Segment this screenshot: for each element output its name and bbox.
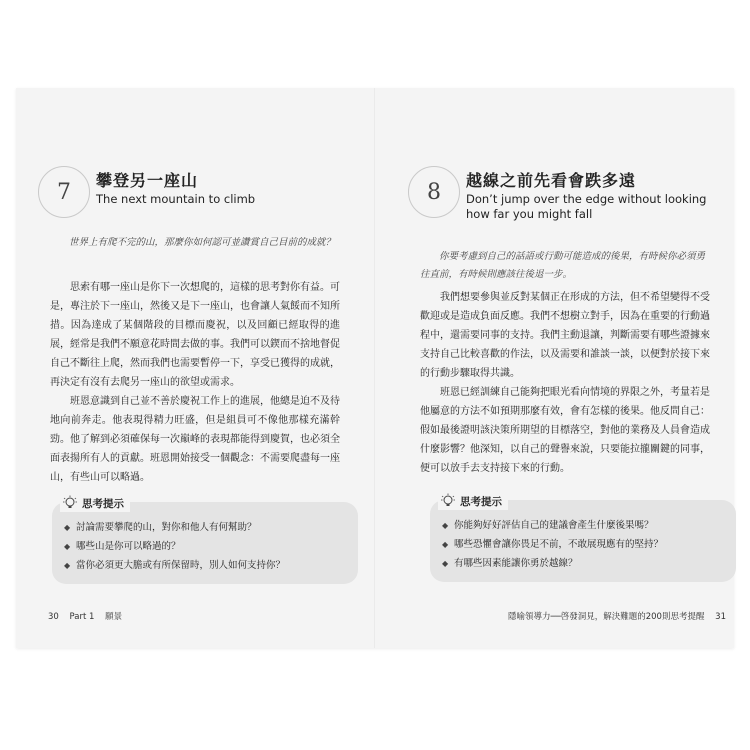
page-gutter bbox=[374, 88, 376, 648]
left-page bbox=[30, 88, 370, 648]
lightbulb-icon bbox=[440, 493, 456, 509]
paragraph: 我們想要參與並反對某個正在形成的方法，但不希望變得不受歡迎或是造成負面反應。我們不想樹立對手，因為在重要的行動過程中，還需要同事的支持。我們主動退讓，判斷需要有哪些證據來支持自己比較喜歡的作法，以及需要和誰談一談，以便對於接下來的行動步驟取得共識。 bbox=[420, 292, 710, 379]
thinking-tips-box bbox=[52, 497, 358, 584]
chapter-header bbox=[400, 166, 740, 226]
diamond-bullet-icon: ◆ bbox=[64, 523, 71, 532]
chapter-title: 攀登另一座山 bbox=[96, 171, 199, 190]
tips-header bbox=[438, 492, 508, 510]
lead-question: 你要考慮到自己的話語或行動可能造成的後果，有時候你必須勇往直前，有時候則應該往後退一步。 bbox=[420, 251, 706, 280]
lead-question: 世界上有爬不完的山，那麼你如何認可並讚賞自己目前的成就？ bbox=[69, 237, 336, 248]
page-number: 30 bbox=[48, 612, 59, 622]
paragraph: 思索有哪一座山是你下一次想爬的，這樣的思考對你有益。可是，專注於下一座山，然後又是下一座山，也會讓人氣餒而不知所措。因為達成了某個階段的目標而慶祝，以及回顧已經取得的進展，經常是我們不願意花時間去做的事。我們可以鍥而不捨地督促自己不斷往上爬，然而我們也需要暫停一下，享受已獲得的成就，再決定有沒有去爬另一座山的欲望或需求。 bbox=[50, 282, 340, 388]
chapter-subtitle: The next mountain to climb bbox=[96, 192, 256, 206]
thinking-tips-box bbox=[430, 495, 736, 582]
tip-item: ◆ 你能夠好好評估自己的建議會產生什麼後果嗎？ bbox=[442, 516, 663, 535]
tips-title: 思考提示 bbox=[460, 495, 502, 508]
tip-item: ◆ 有哪些因素能讓你勇於越線？ bbox=[442, 554, 663, 573]
tips-header bbox=[60, 494, 130, 512]
book-title-running-head: 隱喻領導力──啓發洞見，解決難題的200則思考提醒 bbox=[508, 612, 705, 622]
diamond-bullet-icon: ◆ bbox=[442, 559, 449, 568]
chapter-header bbox=[30, 166, 370, 226]
chapter-subtitle: Don’t jump over the edge without looking how far you might fall bbox=[466, 192, 707, 221]
tip-item: ◆ 當你必須更大膽或有所保留時，別人如何支持你？ bbox=[64, 556, 285, 575]
right-page bbox=[400, 88, 740, 648]
paragraph: 班恩已經訓練自己能夠把眼光看向情境的界限之外，考量若是他屬意的方法不如預期那麼有效，會有怎樣的後果。他反問自己：假如最後證明該決策所期望的目標落空，對他的業務及人員會造成什麼影響？他深知，以自己的聲譽來說，只要能拉攏關鍵的同事，便可以放手去支持接下來的行動。 bbox=[420, 387, 710, 474]
page-number: 31 bbox=[715, 612, 726, 622]
page-footer bbox=[508, 610, 734, 622]
tips-list bbox=[64, 518, 285, 575]
chapter-title: 越線之前先看會跌多遠 bbox=[466, 171, 637, 190]
paragraph: 班恩意識到自己並不善於慶祝工作上的進展，他總是迫不及待地向前奔走。他表現得精力旺盛，但是組員可不像他那樣充滿幹勁。他了解到必須確保每一次巔峰的表現都能得到慶賀，也必須全面表揚所有人的貢獻。班恩開始接受一個觀念：不需要爬盡每一座山，有些山可以略過。 bbox=[50, 396, 340, 483]
chapter-number-badge: 7 bbox=[38, 166, 90, 218]
body-text bbox=[50, 278, 340, 487]
diamond-bullet-icon: ◆ bbox=[64, 542, 71, 551]
body-text bbox=[420, 288, 710, 478]
diamond-bullet-icon: ◆ bbox=[64, 561, 71, 570]
lightbulb-icon bbox=[62, 495, 78, 511]
tip-item: ◆ 哪些山是你可以略過的？ bbox=[64, 537, 285, 556]
diamond-bullet-icon: ◆ bbox=[442, 521, 449, 530]
section-label: 願景 bbox=[105, 612, 123, 622]
tips-title: 思考提示 bbox=[82, 497, 124, 510]
tip-item: ◆ 哪些恐懼會讓你畏足不前，不敢展現應有的堅持？ bbox=[442, 535, 663, 554]
diamond-bullet-icon: ◆ bbox=[442, 540, 449, 549]
part-label: Part 1 bbox=[69, 612, 95, 622]
tip-item: ◆ 討論需要攀爬的山，對你和他人有何幫助？ bbox=[64, 518, 285, 537]
tips-list bbox=[442, 516, 663, 573]
page-footer bbox=[48, 610, 130, 622]
book-spread bbox=[16, 88, 734, 648]
chapter-number-badge: 8 bbox=[408, 166, 460, 218]
